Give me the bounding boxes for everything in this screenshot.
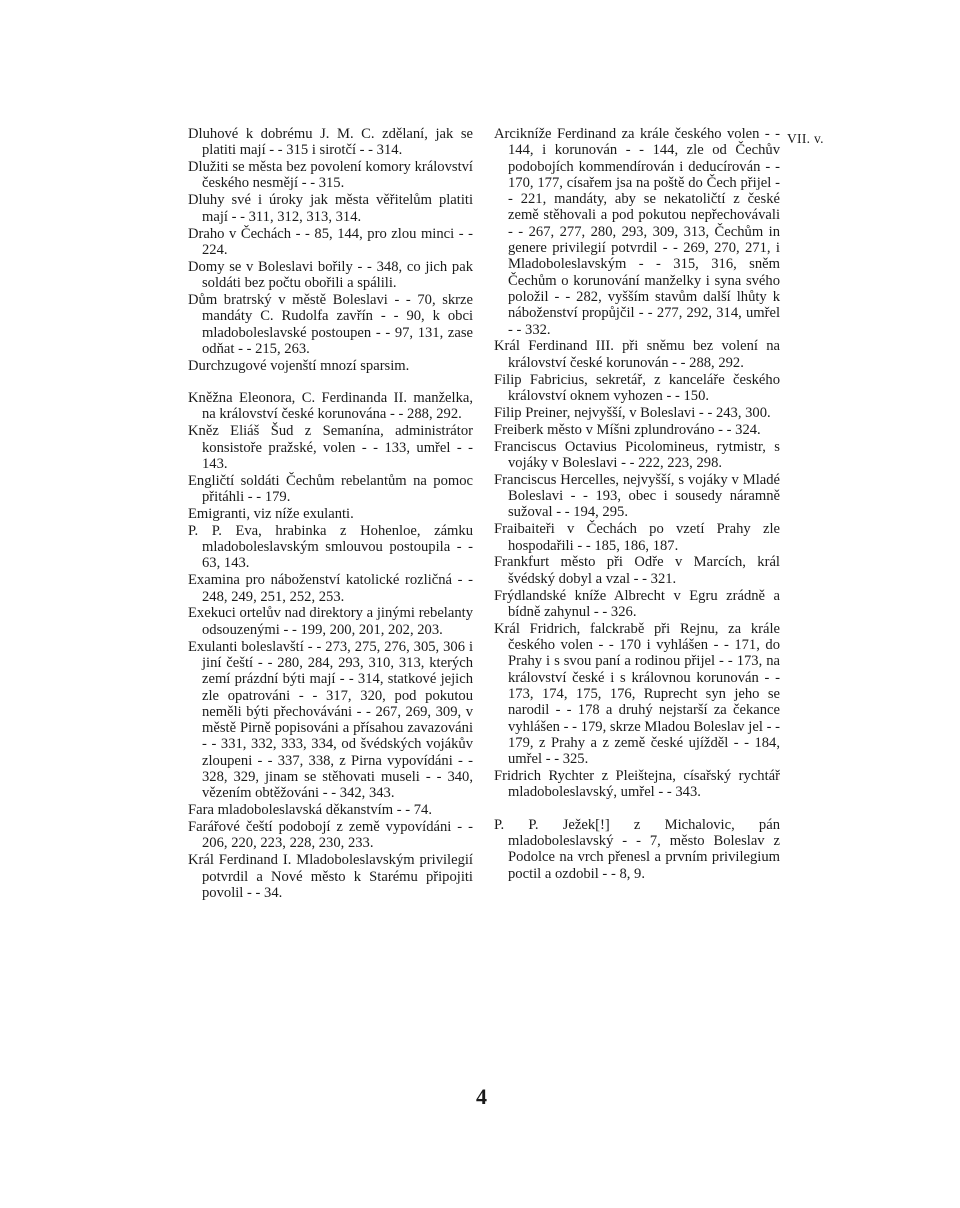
index-entry: Filip Preiner, nejvyšší, v Boleslavi - - 243, 300.: [494, 404, 771, 421]
index-entry: Kněz Eliáš Šud z Semanína, administrátor konsistoře pražské, volen - - 133, umřel - - 143.: [188, 423, 473, 472]
index-entry: Farářové čeští podobojí z země vypovídáni - - 206, 220, 223, 228, 230, 233.: [188, 819, 473, 852]
signature-mark: VII. v.: [787, 131, 824, 146]
index-entry: Frankfurt město při Odře v Marcích, král švédský dobyl a vzal - - 321.: [494, 554, 780, 587]
index-entry: Durchzugové vojenští mnozí sparsim.: [188, 357, 410, 374]
index-entry: Draho v Čechách - - 85, 144, pro zlou minci - - 224.: [188, 225, 473, 258]
index-entry: Král Ferdinand I. Mladoboleslavským privilegií potvrdil a Nové město k Starému připojiti povolil - - 34.: [188, 852, 473, 901]
index-entry: Dům bratrský v městě Boleslavi - - 70, skrze mandáty C. Rudolfa zavřín - - 90, k obci mladoboleslavské postoupen - - 97, 131, zase odňat - - 215, 263.: [188, 291, 473, 357]
index-entry: Freiberk město v Míšni zplundrováno - - 324.: [494, 421, 761, 438]
index-entry: Exekuci ortelův nad direktory a jinými rebelanty odsouzenými - - 199, 200, 201, 202, 203.: [188, 605, 473, 638]
index-entry: Emigranti, viz níže exulanti.: [188, 505, 354, 522]
index-entry: Fraibaiteři v Čechách po vzetí Prahy zle hospodařili - - 185, 186, 187.: [494, 521, 780, 554]
index-entry: Engličtí soldáti Čechům rebelantům na pomoc přitáhli - - 179.: [188, 472, 473, 505]
index-entry: Exulanti boleslavští - - 273, 275, 276, 305, 306 i jiní čeští - - 280, 284, 293, 310, 313, kterých zemí prázdní býti mají - - 314, statkové jejich zle opatrováni - - 317, 320, pod pokutou neměli býti přechováváni - - 267, 269, 309, v městě Pirně popisováni a přísahou zavazováni - - 331, 332, 333, 334, od švédských vojákův zloupeni - - 337, 338, z Pirna vypovídáni - - 328, 329, jinam se stěhovati museli - - 340, vězením obtěžováni - - 342, 343.: [188, 638, 473, 802]
index-entry: Dluhové k dobrému J. M. C. zdělaní, jak se platiti mají - - 315 i sirotčí - - 314.: [188, 126, 473, 159]
index-entry: Frýdlandské kníže Albrecht v Egru zrádně a bídně zahynul - - 326.: [494, 587, 780, 620]
index-entry: Domy se v Boleslavi bořily - - 348, co jich pak soldáti bez počtu obořili a spálili.: [188, 258, 473, 292]
index-entry: P. P. Eva, hrabinka z Hohenloe, zámku mladoboleslavským smlouvou postoupila - - 63, 143.: [188, 522, 473, 572]
index-entry: Arcikníže Ferdinand za krále českého volen - - 144, i korunován - - 144, zle od Čechův podobojích kommendírován i deducírován - - 170, 177, císařem jsa na poště do Čech přijel - - 221, mandáty, aby se nekatoličtí z české země stěhovali a pod pokutou nepřechovávali - - 267, 277, 280, 293, 309, 313, Čechům in genere privilegií potvrdil - - 269, 270, 271, i Mladoboleslavským - - 315, 316, sněm Čechům o korunování manželky i syna svého položil - - 282, vyšším stavům další lhůty k náboženství propůjčil - - 277, 292, 314, umřel - - 332.: [494, 126, 780, 338]
index-entry: Fara mladoboleslavská děkanstvím - - 74.: [188, 802, 432, 819]
index-entry: P. P. Ježek[!] z Michalovic, pán mladoboleslavský - - 7, město Boleslav z Podolce na vrch přenesl a prvním privilegium poctil a ozdobil - - 8, 9.: [494, 816, 780, 882]
index-entry: Dlužiti se města bez povolení komory království českého nesmějí - - 315.: [188, 159, 473, 192]
right-column: [494, 126, 780, 882]
page-number: 4: [476, 1084, 487, 1109]
index-entry: Fridrich Rychter z Pleištejna, císařský rychtář mladoboleslavský, umřel - - 343.: [494, 768, 780, 801]
index-entry: Dluhy své i úroky jak města věřitelům platiti mají - - 311, 312, 313, 314.: [188, 192, 473, 225]
index-entry: Franciscus Octavius Picolomineus, rytmistr, s vojáky v Boleslavi - - 222, 223, 298.: [494, 438, 780, 471]
index-entry: Král Fridrich, falckrabě při Rejnu, za krále českého volen - - 170 i vyhlášen - - 171, do Prahy i s svou paní a rodinou přijel - - 173, na království české i s královnou korunován - - 173, 174, 175, 176, Ruprecht syn jeho se narodil - - 178 a druhý nejstarší za čekance vyhlášen - - 179, skrze Mladou Boleslav jel - - 179, z Prahy a z země české ujížděl - - 184, umřel - - 325.: [494, 620, 780, 768]
left-column: [188, 126, 473, 902]
index-entry: Examina pro náboženství katolické rozličná - - 248, 249, 251, 252, 253.: [188, 572, 473, 605]
index-entry: Král Ferdinand III. při sněmu bez volení na království české korunován - - 288, 292.: [494, 338, 780, 371]
index-entry: Franciscus Hercelles, nejvyšší, s vojáky v Mladé Boleslavi - - 193, obec i sousedy náramně sužoval - - 194, 295.: [494, 471, 780, 521]
index-entry: Kněžna Eleonora, C. Ferdinanda II. manželka, na království české korunována - - 288, 292.: [188, 390, 473, 423]
index-entry: Filip Fabricius, sekretář, z kanceláře českého království oknem vyhozen - - 150.: [494, 371, 780, 404]
